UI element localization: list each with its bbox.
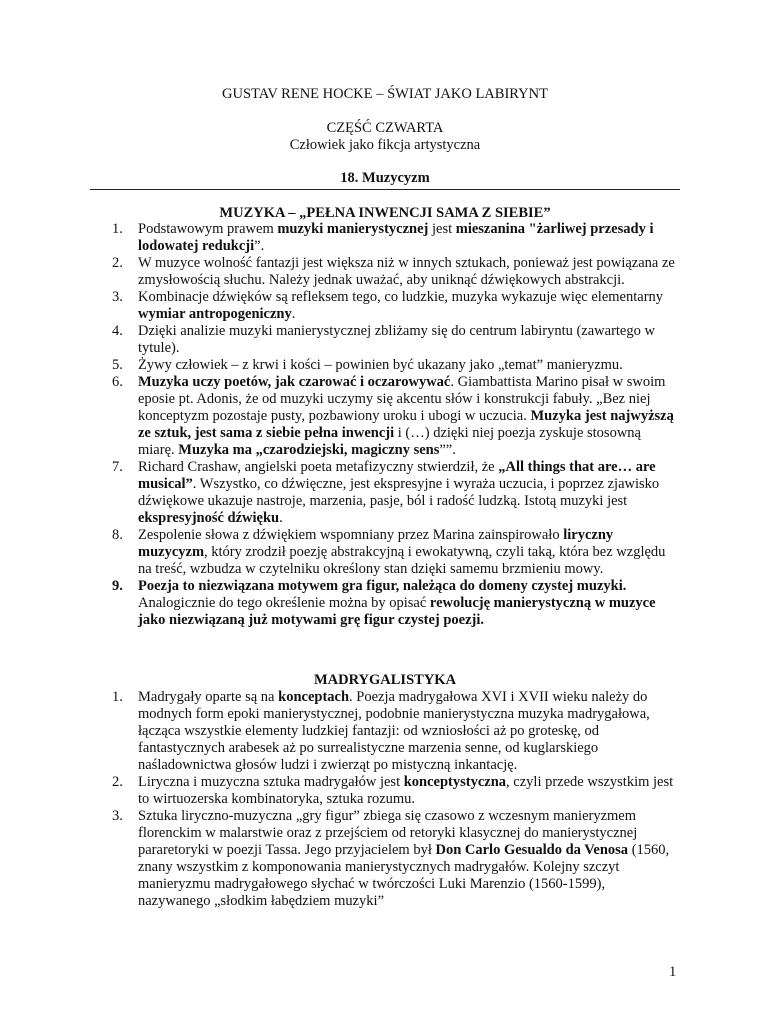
text: . Giambattista Marino pisał w swoim eposie pt. Adonis, że od muzyki uczymy się akcentu słów i konstrukcji fabuły. „Bez niej konceptyzm pozostaje pusty, pozbawiony uroku i ubogi w uczucia. (138, 374, 666, 424)
list-item-number: 2. (112, 255, 123, 271)
text: ””. (439, 442, 456, 458)
list-item-text (138, 774, 680, 808)
bold-text: „All things that are… are musical” (138, 459, 656, 492)
section-heading-muzyka: MUZYKA – „PEŁNA INWENCJI SAMA Z SIEBIE” (219, 205, 551, 221)
text: jest (428, 221, 456, 237)
list-item-number: 9. (112, 578, 123, 594)
list-item (0, 323, 680, 357)
list-item-number: 3. (112, 289, 123, 305)
list-item-number: 1. (112, 221, 123, 237)
list-item-text (138, 323, 680, 357)
bold-text: konceptach (278, 689, 350, 705)
bold-text: Muzyka uczy poetów, jak czarować i oczarowywać (138, 374, 451, 390)
bold-text: Don Carlo Gesualdo da Venosa (435, 842, 629, 858)
bold-text: wymiar antropogeniczny (138, 306, 292, 322)
list-item (0, 527, 680, 578)
text: . Wszystko, co dźwięczne, jest ekspresyjne i wyraża uczucia, i poprzez zjawisko dźwiękowe ukazuje nastroje, marzenia, pasje, ból i radość ludzką. Istotą muzyki jest (138, 476, 660, 509)
text: . (291, 306, 296, 322)
part-heading: CZĘŚĆ CZWARTA (326, 120, 444, 136)
text: , czyli przede wszystkim jest to wirtuozerska kombinatoryka, sztuka rozumu. (138, 774, 674, 807)
text: W muzyce wolność fantazji jest większa niż w innych sztukach, ponieważ jest powiązana ze zmysłowością słuchu. Należy jednak uważać, aby uniknąć dźwiękowych abstrakcji. (138, 255, 675, 288)
list-item-text (138, 808, 680, 910)
bold-text: liryczny muzycyzm (138, 527, 614, 560)
text: . Poezja madrygałowa XVI i XVII wieku należy do modnych form epoki manierystycznej, podobnie manierystyczna muzyka madrygałowa, łącząca wszystkie elementy ludzkiej fantazji: od wzniosłości aż po groteskę, od fantastycznych arabesek aż po surrealistyczne marzenia senne, od kuglarskiego naśladownictwa głosów ludzi i zwierząt po mistyczną inkantację. (138, 689, 650, 773)
section-heading-madrygalistyka: MADRYGALISTYKA (313, 672, 457, 688)
text: . (279, 510, 283, 526)
bold-text: muzyki manierystycznej (277, 221, 429, 237)
list-item-number: 6. (112, 374, 123, 390)
bold-text: mieszanina "żarliwej przesady i lodowatej redukcji (138, 221, 654, 254)
text: Kombinacje dźwięków są refleksem tego, co ludzkie, muzyka wykazuje więc elementarny (138, 289, 664, 305)
list-item-text (138, 689, 680, 774)
list-item (0, 578, 680, 629)
list-item (0, 255, 680, 289)
text: Podstawowym prawem (138, 221, 278, 237)
list-item-number: 2. (112, 774, 123, 790)
document-title: GUSTAV RENE HOCKE – ŚWIAT JAKO LABIRYNT (222, 86, 548, 102)
list-item-text (138, 578, 680, 629)
list-item-text (138, 357, 680, 374)
part-subtitle: Człowiek jako fikcja artystyczna (289, 137, 481, 153)
text: ”. (254, 238, 265, 254)
text: Żywy człowiek – z krwi i kości – powinien być ukazany jako „temat” manieryzmu. (138, 357, 623, 373)
bold-text: Muzyka ma „czarodziejski, magiczny sens (178, 442, 440, 458)
section-list-muzyka (0, 221, 680, 629)
list-item-number: 4. (112, 323, 123, 339)
list-item-text (138, 221, 680, 255)
bold-text: Poezja to niezwiązana motywem gra figur, należąca do domeny czystej muzyki. (138, 578, 627, 594)
list-item-number: 1. (112, 689, 123, 705)
list-item (0, 374, 680, 459)
list-item (0, 357, 680, 374)
bold-text: ekspresyjność dźwięku (138, 510, 280, 526)
text: Liryczna i muzyczna sztuka madrygałów jest (138, 774, 404, 790)
list-item-text (138, 459, 680, 527)
text: Richard Crashaw, angielski poeta metafizyczny stwierdził, że (138, 459, 499, 475)
text: Sztuka liryczno-muzyczna „gry figur” zbiega się czasowo z wczesnym manieryzmem florenckim w malarstwie oraz z przejściem od retoryki klasycznej do manierystycznej pararetoryki w poezji Tassa. Jego przyjacielem był (138, 808, 638, 858)
list-item-text (138, 255, 680, 289)
list-item (0, 774, 680, 808)
list-item-number: 5. (112, 357, 123, 373)
text: , który zrodził poezję abstrakcyjną i ewokatywną, czyli taką, która bez względu na treść, wzbudza w czytelniku określony stan dzięki samemu brzmieniu mowy. (138, 544, 666, 577)
list-item (0, 289, 680, 323)
list-item-text (138, 289, 680, 323)
bold-text: Muzyka jest najwyższą ze sztuk, jest sama z siebie pełna inwencji (138, 408, 674, 441)
chapter-divider (90, 189, 680, 190)
text: Dzięki analizie muzyki manierystycznej zbliżamy się do centrum labiryntu (zawartego w tytule). (138, 323, 655, 356)
text: i (…) dzięki niej poezja zyskuje stosowną miarę. (138, 425, 641, 458)
list-item-number: 7. (112, 459, 123, 475)
list-item (0, 221, 680, 255)
list-item-number: 8. (112, 527, 123, 543)
bold-text: konceptystyczna (403, 774, 507, 790)
list-item (0, 808, 680, 910)
text: Analogicznie do tego określenie można by opisać (138, 595, 430, 611)
list-item (0, 459, 680, 527)
text: (1560, znany wszystkim z komponowania manierystycznych madrygałów. Kolejny szczyt manieryzmu madrygałowego słychać w twórczości Luki Marenzio (1560-1599), nazywanego „słodkim łabędziem muzyki” (138, 842, 670, 909)
list-item-number: 3. (112, 808, 123, 824)
chapter-heading: 18. Muzycyzm (340, 170, 430, 186)
bold-text: rewolucję manierystyczną w muzyce jako niezwiązaną już motywami grę figur czystej poezji. (138, 595, 656, 628)
text: Madrygały oparte są na (138, 689, 279, 705)
page-number: 1 (669, 964, 677, 980)
list-item-text (138, 527, 680, 578)
section-list-madrygalistyka (0, 689, 680, 910)
list-item (0, 689, 680, 774)
text: Zespolenie słowa z dźwiękiem wspomniany przez Marina zainspirowało (138, 527, 564, 543)
list-item-text (138, 374, 680, 459)
